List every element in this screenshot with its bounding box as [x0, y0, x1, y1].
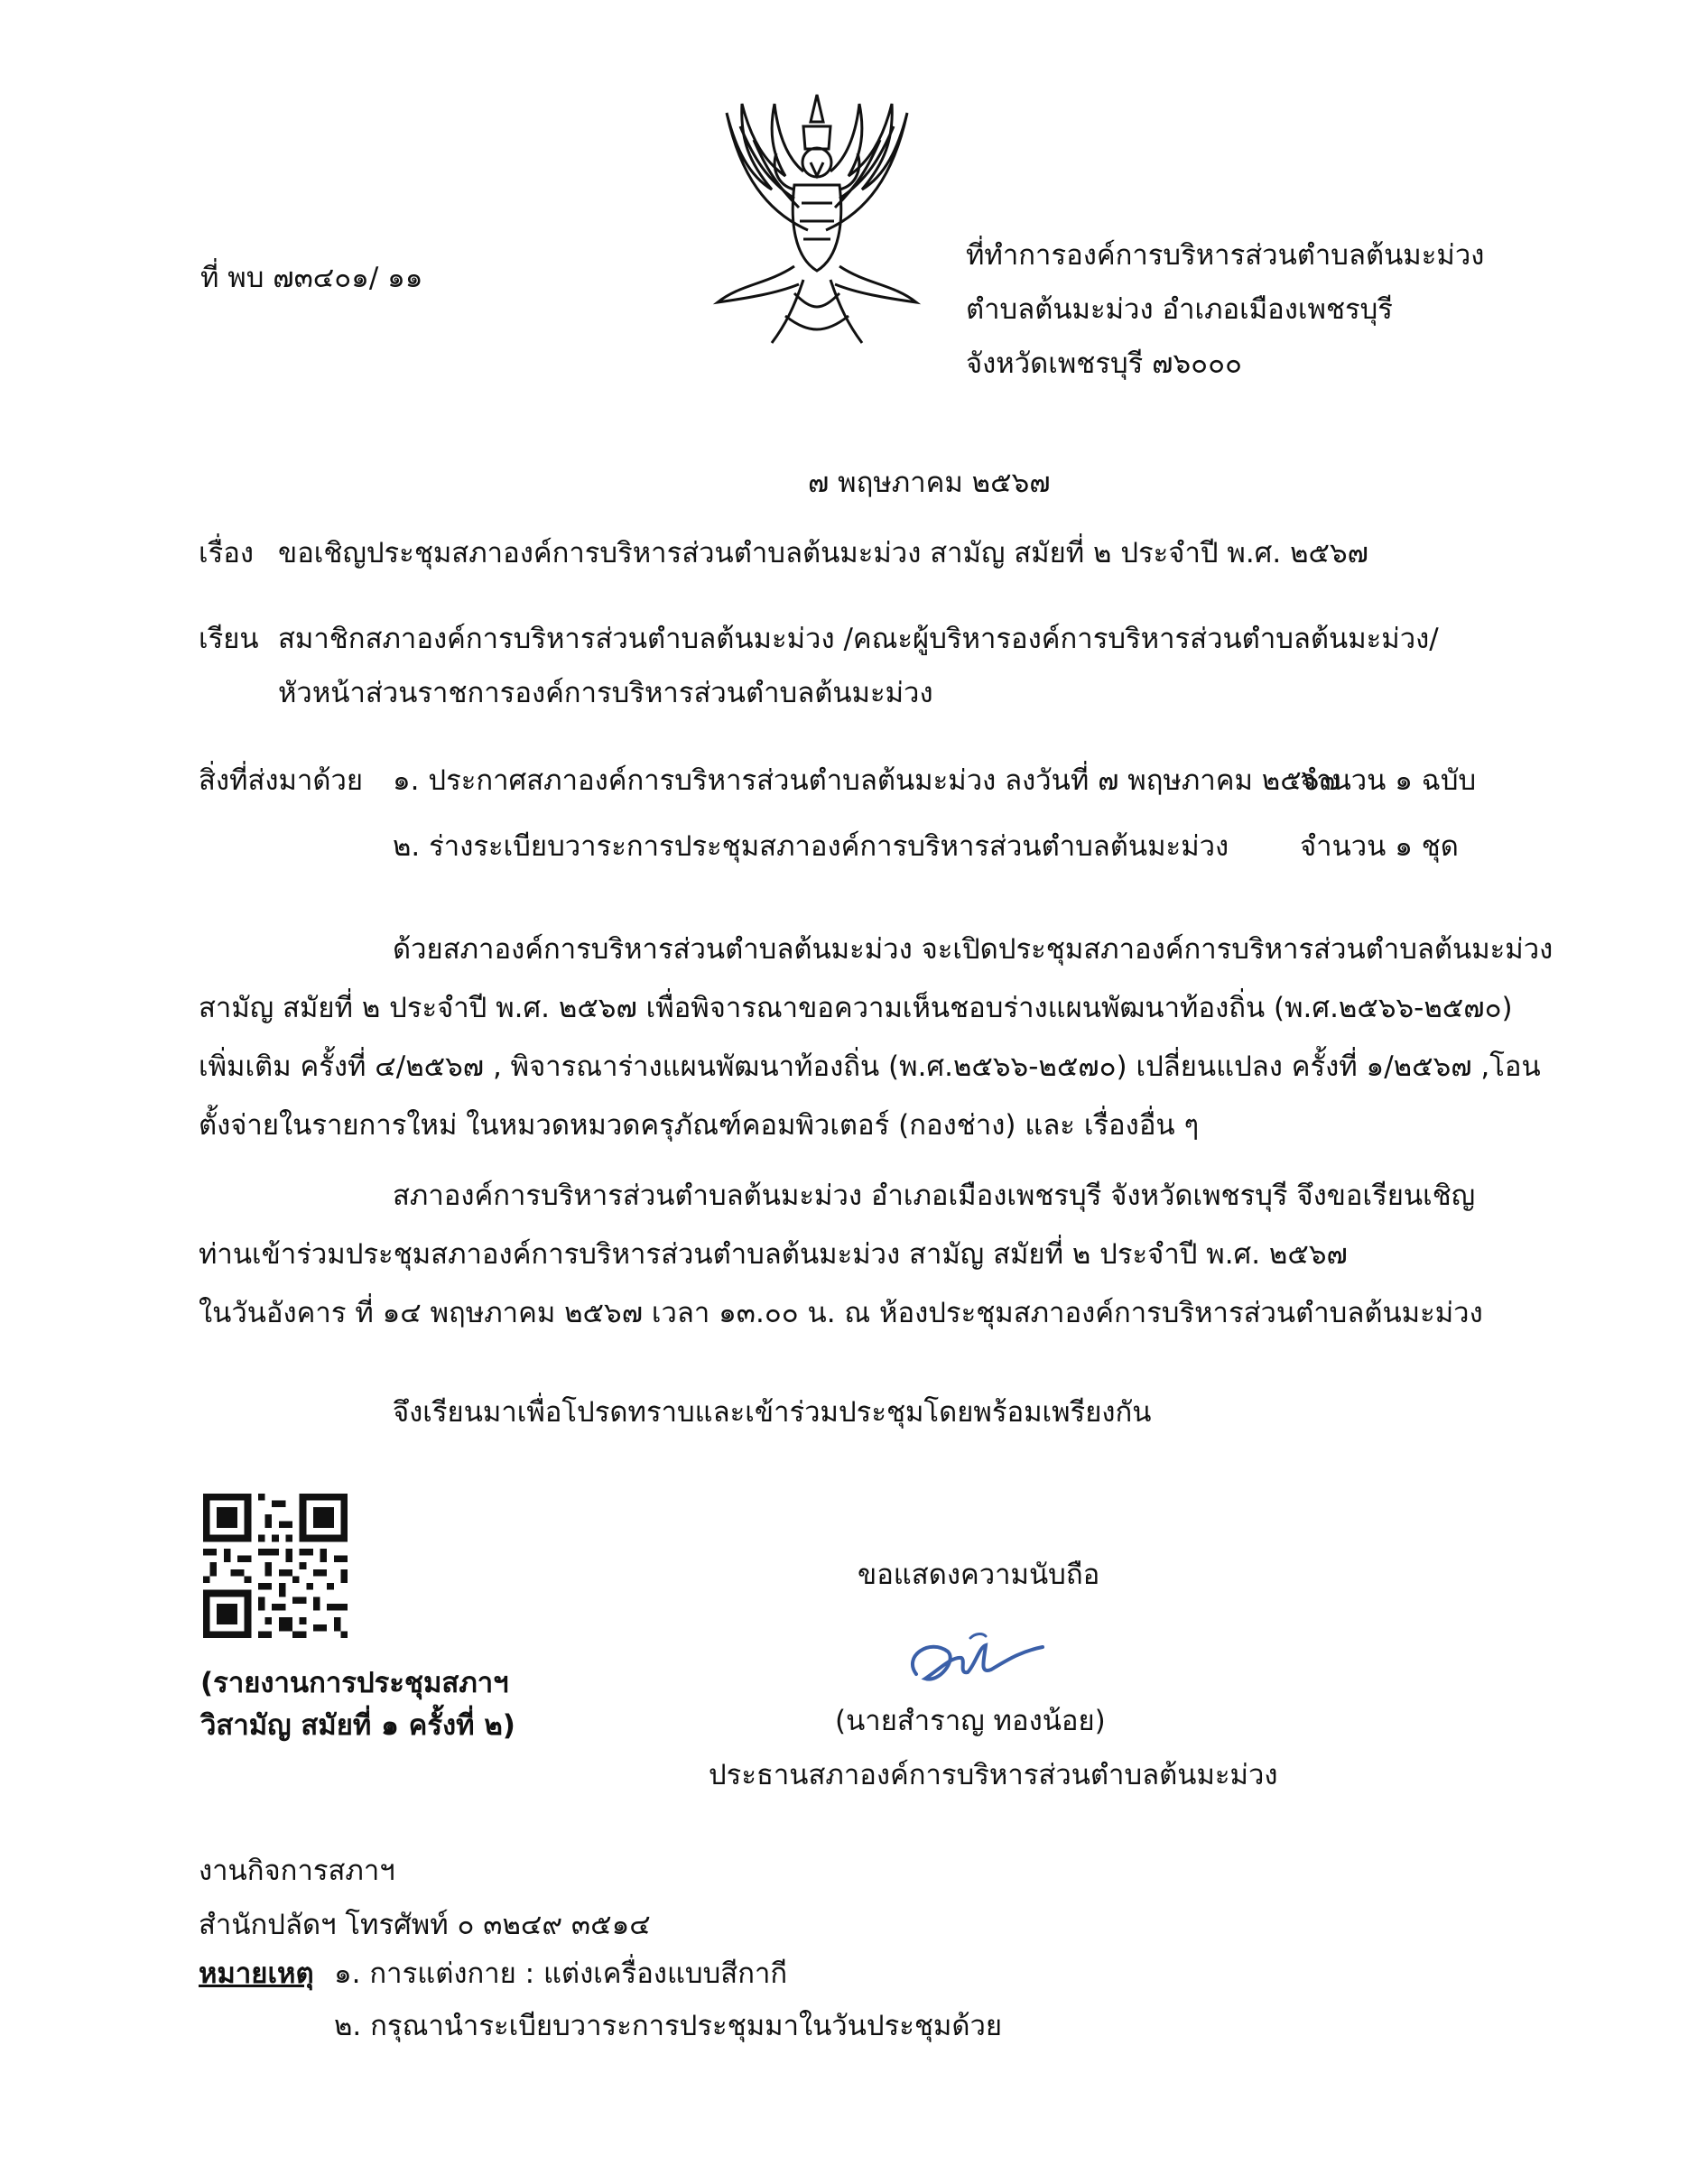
signer-name: (นายสำราญ ทองน้อย) — [835, 1705, 1106, 1737]
paragraph-line: เพิ่มเติม ครั้งที่ ๔/๒๕๖๗ , พิจารณาร่างแผนพัฒนาท้องถิ่น (พ.ศ.๒๕๖๖-๒๕๗๐) เปลี่ยนแปลง ครั้งที่ ๑/๒๕๖๗ ,โอน — [199, 1050, 1541, 1083]
qr-caption-line: (รายงานการประชุมสภาฯ — [200, 1667, 509, 1699]
signer-title: ประธานสภาองค์การบริหารส่วนตำบลต้นมะม่วง — [709, 1759, 1278, 1791]
note-item: ๒. กรุณานำระเบียบวาระการประชุมมาในวันประชุมด้วย — [334, 2010, 1003, 2042]
recipient-line: หัวหน้าส่วนราชการองค์การบริหารส่วนตำบลต้นมะม่วง — [278, 677, 933, 709]
recipient-label: เรียน — [199, 623, 259, 655]
enclosure-item: ๑. ประกาศสภาองค์การบริหารส่วนตำบลต้นมะม่วง ลงวันที่ ๗ พฤษภาคม ๒๕๖๗ — [393, 764, 1340, 797]
enclosure-item: ๒. ร่างระเบียบวาระการประชุมสภาองค์การบริหารส่วนตำบลต้นมะม่วง — [393, 830, 1229, 863]
paragraph-line: สามัญ สมัยที่ ๒ ประจำปี พ.ศ. ๒๕๖๗ เพื่อพิจารณาขอความเห็นชอบร่างแผนพัฒนาท้องถิ่น (พ.ศ.๒๕๖๖-๒๕๗๐) — [199, 992, 1513, 1024]
enclosure-label: สิ่งที่ส่งมาด้วย — [199, 764, 364, 797]
qr-caption-line: วิสามัญ สมัยที่ ๑ ครั้งที่ ๒) — [200, 1709, 515, 1742]
enclosure-qty: จำนวน ๑ ฉบับ — [1300, 764, 1477, 797]
recipient-line: สมาชิกสภาองค์การบริหารส่วนตำบลต้นมะม่วง /คณะผู้บริหารองค์การบริหารส่วนตำบลต้นมะม่วง/ — [278, 623, 1439, 655]
reference-number: ที่ พบ ๗๓๔๐๑/ ๑๑ — [200, 262, 423, 294]
footer-office-phone: สำนักปลัดฯ โทรศัพท์ ๐ ๓๒๔๙ ๓๕๑๔ — [199, 1909, 651, 1941]
address-line: จังหวัดเพชรบุรี ๗๖๐๐๐ — [966, 347, 1242, 380]
subject-label: เรื่อง — [199, 537, 255, 569]
note-item: ๑. การแต่งกาย : แต่งเครื่องแบบสีกากี — [334, 1957, 788, 1990]
garuda-emblem-icon — [686, 77, 948, 356]
paragraph-line: ในวันอังคาร ที่ ๑๔ พฤษภาคม ๒๕๖๗ เวลา ๑๓.๐๐ น. ณ ห้องประชุมสภาองค์การบริหารส่วนตำบลต้นมะม่วง — [199, 1297, 1483, 1329]
signature-icon — [885, 1620, 1047, 1701]
footer-department: งานกิจการสภาฯ — [199, 1855, 395, 1887]
enclosure-qty: จำนวน ๑ ชุด — [1300, 830, 1459, 863]
paragraph-line: สภาองค์การบริหารส่วนตำบลต้นมะม่วง อำเภอเมืองเพชรบุรี จังหวัดเพชรบุรี จึงขอเรียนเชิญ — [393, 1180, 1476, 1212]
paragraph-line: ท่านเข้าร่วมประชุมสภาองค์การบริหารส่วนตำบลต้นมะม่วง สามัญ สมัยที่ ๒ ประจำปี พ.ศ. ๒๕๖๗ — [199, 1238, 1348, 1271]
paragraph-line: ตั้งจ่ายในรายการใหม่ ในหมวดหมวดครุภัณฑ์คอมพิวเตอร์ (กองช่าง) และ เรื่องอื่น ๆ — [199, 1109, 1200, 1142]
letter-date: ๗ พฤษภาคม ๒๕๖๗ — [808, 467, 1051, 499]
address-line: ตำบลต้นมะม่วง อำเภอเมืองเพชรบุรี — [966, 293, 1393, 326]
note-label: หมายเหตุ — [199, 1957, 314, 1990]
qr-code-icon — [203, 1494, 348, 1638]
subject-text: ขอเชิญประชุมสภาองค์การบริหารส่วนตำบลต้นมะม่วง สามัญ สมัยที่ ๒ ประจำปี พ.ศ. ๒๕๖๗ — [278, 537, 1368, 569]
address-line: ที่ทำการองค์การบริหารส่วนตำบลต้นมะม่วง — [966, 239, 1485, 272]
closing-line: จึงเรียนมาเพื่อโปรดทราบและเข้าร่วมประชุมโดยพร้อมเพรียงกัน — [393, 1396, 1152, 1429]
paragraph-line: ด้วยสภาองค์การบริหารส่วนตำบลต้นมะม่วง จะเปิดประชุมสภาองค์การบริหารส่วนตำบลต้นมะม่วง — [393, 933, 1554, 966]
regards-line: ขอแสดงความนับถือ — [858, 1559, 1100, 1591]
